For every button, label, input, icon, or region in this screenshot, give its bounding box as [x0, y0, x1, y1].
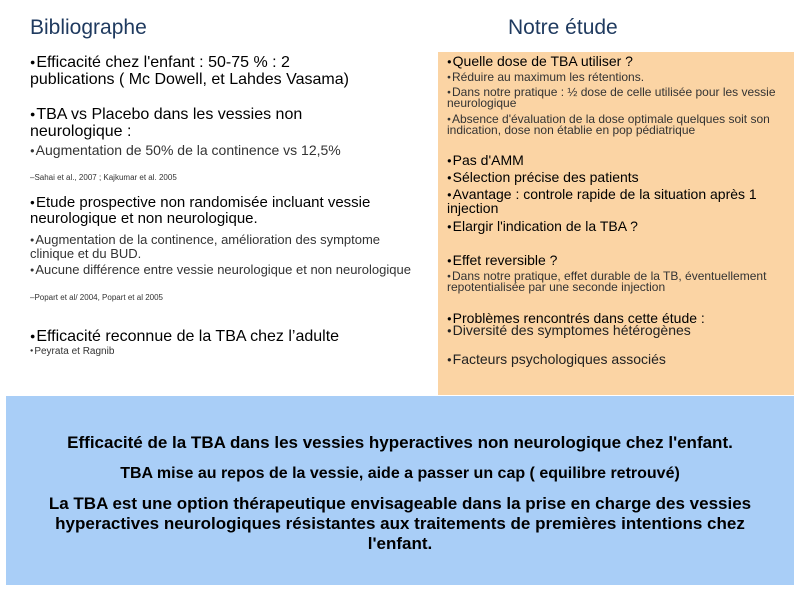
right-point-advantage: ● Avantage : controle rapide de la situation après 1 injection: [447, 187, 777, 215]
right-sub-no-evaluation: ● Absence d'évaluation de la dose optimale quelques soit son indication, dose non établie en pop pédiatrique: [447, 114, 777, 137]
left-reference-1: –Sahai et al., 2007 ; Kajkumar et al. 2005: [30, 173, 177, 182]
right-sub-half-dose: ● Dans notre pratique : ½ dose de celle utilisée pour les vessie neurologique: [447, 87, 777, 110]
right-point-selection: ● Sélection précise des patients: [447, 170, 639, 184]
right-sub-diversity: ● Diversité des symptomes hétérogènes: [447, 323, 691, 337]
right-point-amm: ● Pas d'AMM: [447, 153, 524, 167]
left-sub-no-difference: ● Aucune différence entre vessie neurologique et non neurologique: [30, 263, 418, 277]
right-sub-reduce-retention: ● Réduire au maximum les rétentions.: [447, 71, 644, 83]
right-point-problems: ● Problèmes rencontrés dans cette étude :: [447, 311, 705, 325]
conclusion-line-rest: TBA mise au repos de la vessie, aide a passer un cap ( equilibre retrouvé): [120, 465, 680, 482]
right-point-reversible: ● Effet reversible ?: [447, 253, 557, 267]
left-bullet-prospective-study: ● Etude prospective non randomisée incluant vessie neurologique et non neurologique.: [30, 195, 410, 227]
left-sub-improvement: ● Augmentation de la continence, amélioration des symptome clinique et du BUD.: [30, 233, 410, 260]
left-bullet-efficacy-child: ● Efficacité chez l'enfant : 50-75 % : 2 publications ( Mc Dowell, et Lahdes Vasama): [30, 55, 370, 89]
right-point-extend: ● Elargir l'indication de la TBA ?: [447, 219, 638, 233]
right-sub-psychological: ● Facteurs psychologiques associés: [447, 352, 666, 366]
right-question-dose: ● Quelle dose de TBA utiliser ?: [447, 54, 633, 68]
left-bullet-tba-vs-placebo: ● TBA vs Placebo dans les vessies non neurologique :: [30, 107, 380, 141]
left-bullet-adult-efficacy: ● Efficacité reconnue de la TBA chez l’adulte: [30, 329, 339, 345]
left-reference-2: –Popart et al/ 2004, Popart et al 2005: [30, 293, 163, 302]
right-title: Notre étude: [508, 16, 618, 39]
conclusion-line-option: La TBA est une option thérapeutique envisageable dans la prise en charge des vessies hyperactives neurologiques résistantes aux traitements de premières intentions chez l'enfant.: [48, 494, 752, 554]
left-sub-continence: ● Augmentation de 50% de la continence vs 12,5%: [30, 143, 380, 158]
conclusion-box: [6, 396, 794, 585]
conclusion-line-efficacy: Efficacité de la TBA dans les vessies hyperactives non neurologique chez l'enfant.: [67, 433, 733, 452]
right-sub-durable-effect: ● Dans notre pratique, effet durable de la TB, éventuellement repotentialisée par une seconde injection: [447, 271, 777, 294]
left-title: Bibliographe: [30, 16, 147, 39]
left-reference-3: ● Peyrata et Ragnib: [30, 347, 114, 357]
